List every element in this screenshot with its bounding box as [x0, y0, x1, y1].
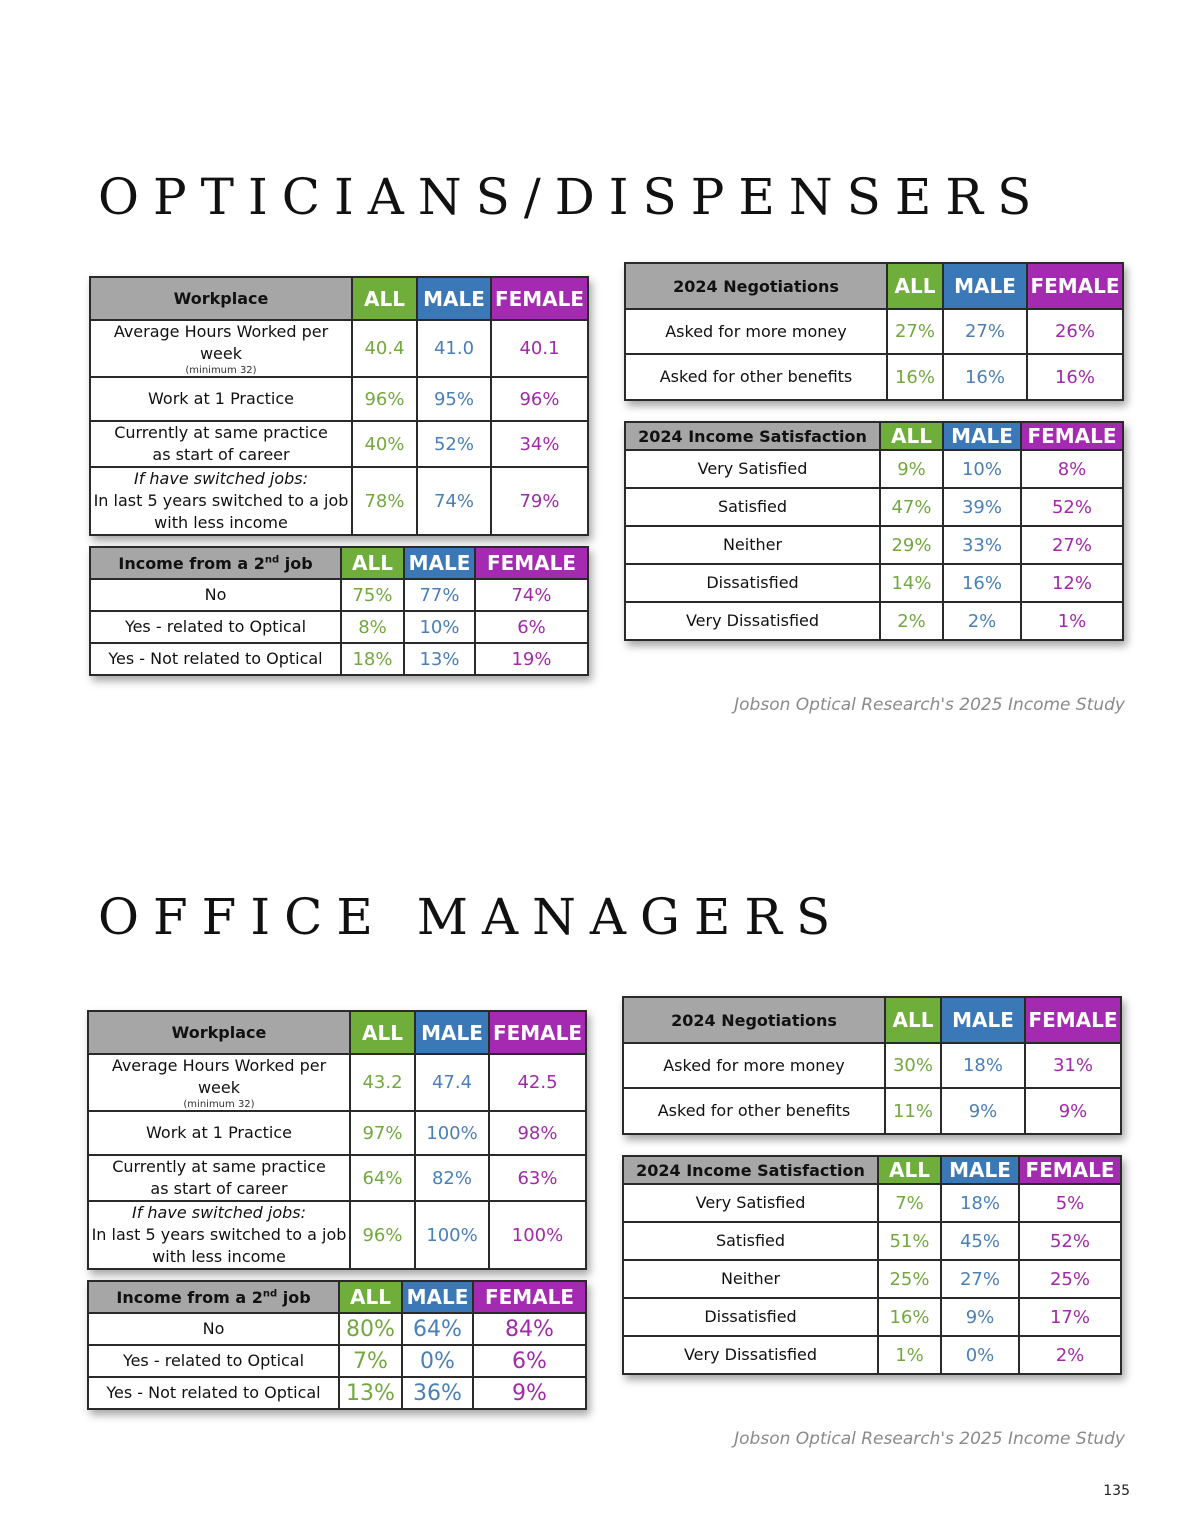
- source-caption: Jobson Optical Research's 2025 Income Study: [734, 1429, 1125, 1449]
- second-job-header: Income from a 2nd job: [88, 1281, 339, 1313]
- row-label: Asked for more money: [623, 1043, 885, 1088]
- row-label: Very Dissatisfied: [623, 1336, 878, 1374]
- value-all: 13%: [339, 1377, 402, 1409]
- negotiations-header: 2024 Negotiations: [623, 997, 885, 1043]
- value-all: 30%: [885, 1043, 941, 1088]
- table-row: [623, 1260, 1121, 1298]
- row-label-italic: If have switched jobs:: [131, 1203, 307, 1222]
- row-label-italic: If have switched jobs:: [133, 469, 309, 488]
- value-female: 40.1: [491, 320, 588, 377]
- value-all: 7%: [878, 1184, 941, 1222]
- value-all: 9%: [880, 450, 943, 488]
- row-label-line2: with less income: [152, 1247, 286, 1266]
- value-male: 16%: [943, 564, 1021, 602]
- table-row: [90, 579, 588, 611]
- second-job-table: [89, 546, 589, 676]
- row-label: Average Hours Worked per week: [111, 1056, 327, 1097]
- value-female: 2%: [1019, 1336, 1121, 1374]
- row-label: Work at 1 Practice: [88, 1111, 350, 1155]
- section-title: OPTICIANS/DISPENSERS: [98, 168, 1046, 226]
- value-male: 39%: [943, 488, 1021, 526]
- value-male: 100%: [415, 1201, 489, 1269]
- table-row: [88, 1377, 586, 1409]
- value-all: 25%: [878, 1260, 941, 1298]
- table-row: [90, 467, 588, 535]
- value-all: 64%: [350, 1155, 415, 1201]
- value-male: 33%: [943, 526, 1021, 564]
- value-female: 1%: [1021, 602, 1123, 640]
- female-header: FEMALE: [473, 1281, 586, 1313]
- value-female: 9%: [1025, 1088, 1121, 1134]
- workplace-header: Workplace: [88, 1011, 350, 1054]
- value-male: 27%: [943, 309, 1027, 354]
- row-label: Satisfied: [625, 488, 880, 526]
- table-row: [623, 1222, 1121, 1260]
- row-label: Average Hours Worked per week: [113, 322, 329, 363]
- value-female: 34%: [491, 421, 588, 467]
- value-female: 5%: [1019, 1184, 1121, 1222]
- value-female: 84%: [473, 1313, 586, 1345]
- value-female: 8%: [1021, 450, 1123, 488]
- satisfaction-table: [624, 421, 1124, 641]
- table-row: [623, 1298, 1121, 1336]
- satisfaction-header: 2024 Income Satisfaction: [623, 1156, 878, 1184]
- all-header: ALL: [350, 1011, 415, 1054]
- value-female: 96%: [491, 377, 588, 421]
- row-label: Asked for other benefits: [623, 1088, 885, 1134]
- row-label: Dissatisfied: [625, 564, 880, 602]
- value-all: 7%: [339, 1345, 402, 1377]
- value-all: 43.2: [350, 1054, 415, 1111]
- value-all: 2%: [880, 602, 943, 640]
- value-all: 29%: [880, 526, 943, 564]
- value-female: 19%: [475, 643, 588, 675]
- row-note: (minimum 32): [185, 365, 257, 376]
- table-row: [625, 602, 1123, 640]
- value-all: 80%: [339, 1313, 402, 1345]
- value-female: 27%: [1021, 526, 1123, 564]
- second-job-header: Income from a 2nd job: [90, 547, 341, 579]
- all-header: ALL: [885, 997, 941, 1043]
- value-female: 52%: [1021, 488, 1123, 526]
- row-label-line1: In last 5 years switched to a job: [91, 1225, 347, 1244]
- female-header: FEMALE: [491, 277, 588, 320]
- table-row: [90, 611, 588, 643]
- value-female: 6%: [475, 611, 588, 643]
- value-male: 64%: [402, 1313, 473, 1345]
- value-male: 95%: [417, 377, 491, 421]
- female-header: FEMALE: [475, 547, 588, 579]
- row-label: Neither: [625, 526, 880, 564]
- table-row: [625, 488, 1123, 526]
- row-label: Yes - related to Optical: [88, 1345, 339, 1377]
- row-label: Yes - Not related to Optical: [90, 643, 341, 675]
- value-female: 31%: [1025, 1043, 1121, 1088]
- female-header: FEMALE: [489, 1011, 586, 1054]
- row-label: Work at 1 Practice: [90, 377, 352, 421]
- male-header: MALE: [943, 263, 1027, 309]
- male-header: MALE: [402, 1281, 473, 1313]
- female-header: FEMALE: [1027, 263, 1123, 309]
- table-row: [90, 320, 588, 377]
- row-label-line2: as start of career: [150, 1179, 288, 1198]
- table-row: [625, 526, 1123, 564]
- satisfaction-header: 2024 Income Satisfaction: [625, 422, 880, 450]
- all-header: ALL: [341, 547, 404, 579]
- value-female: 100%: [489, 1201, 586, 1269]
- row-label: Very Dissatisfied: [625, 602, 880, 640]
- page-number: 135: [1103, 1483, 1130, 1499]
- value-female: 98%: [489, 1111, 586, 1155]
- value-female: 42.5: [489, 1054, 586, 1111]
- table-row: [625, 309, 1123, 354]
- value-female: 12%: [1021, 564, 1123, 602]
- table-row: [90, 643, 588, 675]
- value-male: 100%: [415, 1111, 489, 1155]
- row-label: No: [88, 1313, 339, 1345]
- value-male: 45%: [941, 1222, 1019, 1260]
- table-row: [623, 1184, 1121, 1222]
- negotiations-table: [622, 996, 1122, 1135]
- workplace-header: Workplace: [90, 277, 352, 320]
- value-female: 25%: [1019, 1260, 1121, 1298]
- value-male: 47.4: [415, 1054, 489, 1111]
- value-all: 96%: [350, 1201, 415, 1269]
- row-label: Very Satisfied: [623, 1184, 878, 1222]
- value-male: 77%: [404, 579, 475, 611]
- value-male: 10%: [943, 450, 1021, 488]
- value-female: 79%: [491, 467, 588, 535]
- male-header: MALE: [404, 547, 475, 579]
- value-male: 13%: [404, 643, 475, 675]
- table-row: [623, 1336, 1121, 1374]
- value-male: 9%: [941, 1298, 1019, 1336]
- value-male: 82%: [415, 1155, 489, 1201]
- table-row: [625, 450, 1123, 488]
- value-all: 27%: [887, 309, 943, 354]
- value-all: 16%: [887, 354, 943, 400]
- value-female: 63%: [489, 1155, 586, 1201]
- value-all: 97%: [350, 1111, 415, 1155]
- table-row: [88, 1111, 586, 1155]
- value-male: 52%: [417, 421, 491, 467]
- row-label: No: [90, 579, 341, 611]
- value-female: 6%: [473, 1345, 586, 1377]
- all-header: ALL: [880, 422, 943, 450]
- value-male: 36%: [402, 1377, 473, 1409]
- table-row: [625, 564, 1123, 602]
- value-female: 74%: [475, 579, 588, 611]
- table-row: [625, 354, 1123, 400]
- female-header: FEMALE: [1019, 1156, 1121, 1184]
- value-male: 9%: [941, 1088, 1025, 1134]
- value-male: 0%: [941, 1336, 1019, 1374]
- value-male: 18%: [941, 1184, 1019, 1222]
- value-male: 41.0: [417, 320, 491, 377]
- row-label-line1: In last 5 years switched to a job: [93, 491, 349, 510]
- value-all: 96%: [352, 377, 417, 421]
- row-note: (minimum 32): [183, 1099, 255, 1110]
- row-label: Neither: [623, 1260, 878, 1298]
- row-label: Asked for more money: [625, 309, 887, 354]
- value-male: 18%: [941, 1043, 1025, 1088]
- row-label: Yes - related to Optical: [90, 611, 341, 643]
- male-header: MALE: [941, 1156, 1019, 1184]
- value-male: 10%: [404, 611, 475, 643]
- value-all: 1%: [878, 1336, 941, 1374]
- table-row: [88, 1345, 586, 1377]
- row-label: Satisfied: [623, 1222, 878, 1260]
- all-header: ALL: [352, 277, 417, 320]
- value-all: 75%: [341, 579, 404, 611]
- row-label: Asked for other benefits: [625, 354, 887, 400]
- negotiations-table: [624, 262, 1124, 401]
- table-row: [88, 1201, 586, 1269]
- table-row: [90, 421, 588, 467]
- section-title: OFFICE MANAGERS: [98, 888, 845, 946]
- row-label: Very Satisfied: [625, 450, 880, 488]
- source-caption: Jobson Optical Research's 2025 Income Study: [734, 695, 1125, 715]
- table-row: [88, 1313, 586, 1345]
- table-row: [88, 1155, 586, 1201]
- table-row: [623, 1043, 1121, 1088]
- table-row: [90, 377, 588, 421]
- table-row: [623, 1088, 1121, 1134]
- row-label: Yes - Not related to Optical: [88, 1377, 339, 1409]
- row-label-line2: with less income: [154, 513, 288, 532]
- value-all: 40%: [352, 421, 417, 467]
- all-header: ALL: [339, 1281, 402, 1313]
- all-header: ALL: [887, 263, 943, 309]
- male-header: MALE: [417, 277, 491, 320]
- value-female: 26%: [1027, 309, 1123, 354]
- value-all: 16%: [878, 1298, 941, 1336]
- value-male: 2%: [943, 602, 1021, 640]
- value-all: 11%: [885, 1088, 941, 1134]
- value-female: 16%: [1027, 354, 1123, 400]
- value-all: 18%: [341, 643, 404, 675]
- value-all: 78%: [352, 467, 417, 535]
- value-all: 51%: [878, 1222, 941, 1260]
- row-label: Dissatisfied: [623, 1298, 878, 1336]
- workplace-table: [87, 1010, 587, 1270]
- value-female: 52%: [1019, 1222, 1121, 1260]
- row-label-line2: as start of career: [152, 445, 290, 464]
- second-job-table: [87, 1280, 587, 1410]
- row-label-line1: Currently at same practice: [114, 423, 328, 442]
- value-all: 14%: [880, 564, 943, 602]
- negotiations-header: 2024 Negotiations: [625, 263, 887, 309]
- value-male: 74%: [417, 467, 491, 535]
- all-header: ALL: [878, 1156, 941, 1184]
- value-male: 27%: [941, 1260, 1019, 1298]
- table-row: [88, 1054, 586, 1111]
- female-header: FEMALE: [1025, 997, 1121, 1043]
- satisfaction-table: [622, 1155, 1122, 1375]
- value-all: 8%: [341, 611, 404, 643]
- value-all: 47%: [880, 488, 943, 526]
- value-male: 0%: [402, 1345, 473, 1377]
- male-header: MALE: [415, 1011, 489, 1054]
- male-header: MALE: [941, 997, 1025, 1043]
- value-all: 40.4: [352, 320, 417, 377]
- male-header: MALE: [943, 422, 1021, 450]
- value-female: 9%: [473, 1377, 586, 1409]
- value-male: 16%: [943, 354, 1027, 400]
- value-female: 17%: [1019, 1298, 1121, 1336]
- female-header: FEMALE: [1021, 422, 1123, 450]
- row-label-line1: Currently at same practice: [112, 1157, 326, 1176]
- workplace-table: [89, 276, 589, 536]
